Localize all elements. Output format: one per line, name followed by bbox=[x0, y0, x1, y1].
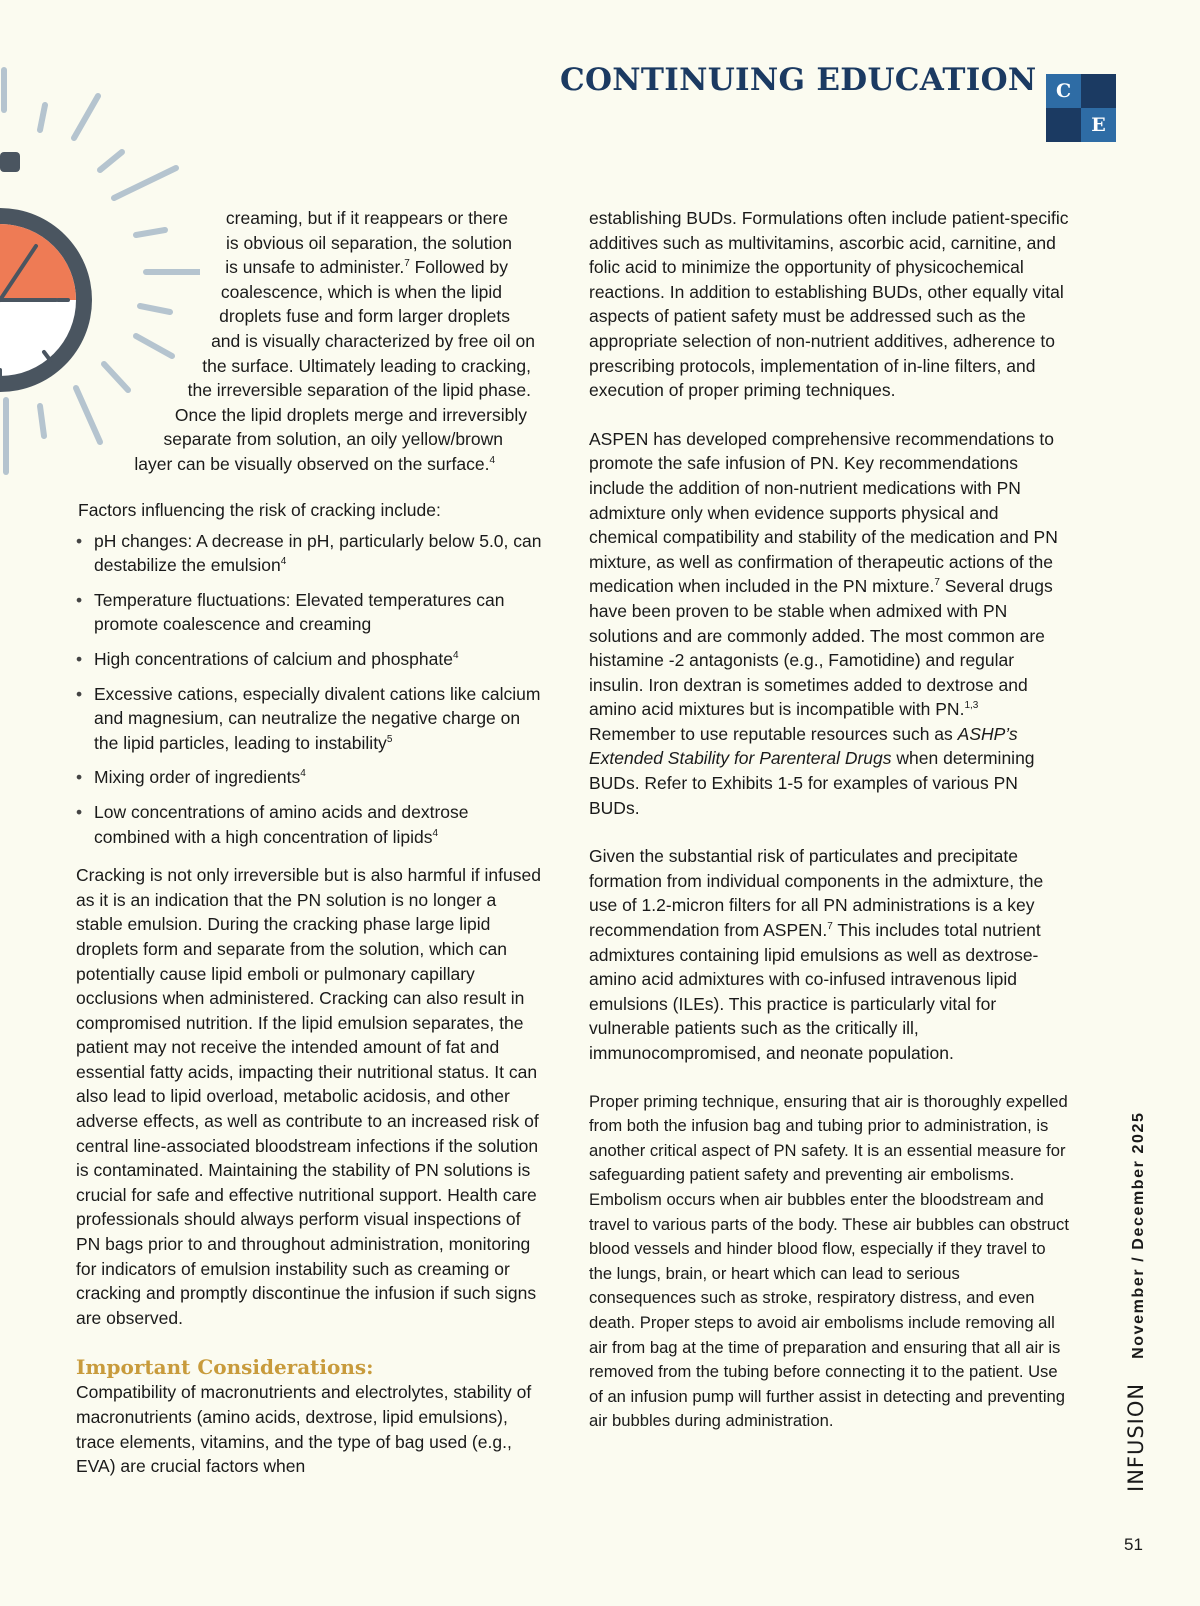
right-paragraph-3: Given the substantial risk of particulates and precipitate formation from individual components in the admixture, the use of 1.2-micron filters for all PN administrations is a key recommendation from ASPEN.$^7$ This includes total nutrient admixtures containing lipid emulsions as well as dextrose-amino acid admixtures with co-infused intravenous lipid emulsions (ILEs). This practice is particularly vital for vulnerable patients such as the critically ill, immunocompromised, and neonate population. bbox=[589, 846, 1044, 1063]
ce-badge-c: C bbox=[1046, 74, 1081, 108]
intro-line: separate from solution, an oily yellow/brown bbox=[163, 429, 503, 450]
brand-logo: INFUSION bbox=[1124, 1382, 1148, 1492]
list-item: • Mixing order of ingredients$^4$ bbox=[76, 765, 546, 790]
list-item: • pH changes: A decrease in pH, particularly below 5.0, can destabilize the emulsion$^4$ bbox=[76, 529, 546, 578]
section-title: CONTINUING EDUCATION bbox=[560, 62, 1037, 98]
intro-line: the irreversible separation of the lipid phase. bbox=[187, 380, 531, 401]
list-item: • High concentrations of calcium and phosphate$^4$ bbox=[76, 647, 546, 672]
list-item: • Excessive cations, especially divalent cations like calcium and magnesium, can neutralize the negative charge on the lipid particles, leading to instability$^5$ bbox=[76, 682, 546, 756]
important-paragraph: Compatibility of macronutrients and electrolytes, stability of macronutrients (amino acids, dextrose, lipid emulsions), trace elements, vitamins, and the type of bag used (e.g., EVA) are crucial factors when bbox=[76, 1382, 532, 1477]
cracking-paragraph: Cracking is not only irreversible but is also harmful if infused as it is an indication that the PN solution is no longer a stable emulsion. During the cracking phase large lipid droplets form and separate from the solution, which can potentially cause lipid emboli or pulmonary capillary occlusions when administered. Cracking can also result in compromised nutrition. If the lipid emulsion separates, the patient may not receive the intended amount of fat and essential fatty acids, impacting their nutritional status. It can also lead to lipid overload, metabolic acidosis, and other adverse effects, as well as contribute to an increased risk of central line-associated bloodstream infections if the solution is contaminated. Maintaining the stability of PN solutions is crucial for safe and effective nutritional support. Health care professionals should always perform visual inspections of PN bags prior to and throughout administration, monitoring for indicators of emulsion instability such as creaming or cracking and promptly discontinue the infusion if such signs are observed. bbox=[76, 865, 541, 1328]
issue-date: November / December 2025 bbox=[1130, 1111, 1147, 1359]
right-paragraph-4: Proper priming technique, ensuring that air is thoroughly expelled from both the infusion bag and tubing prior to administration, is another critical aspect of PN safety. It is an essential measure for safeguarding patient safety and preventing air embolisms. Embolism occurs when air bubbles enter the bloodstream and travel to various parts of the body. These air bubbles can obstruct blood vessels and hinder blood flow, especially if they travel to the lungs, brain, or heart which can lead to serious consequences such as stroke, respiratory distress, and even death. Proper steps to avoid air embolisms include removing all air from bag at the time of preparation and ensuring that all air is removed from the tubing before connecting it to the patient. Use of an infusion pump will further assist in detecting and preventing air bubbles during administration. bbox=[589, 1091, 1069, 1431]
intro-line: layer can be visually observed on the surface.$^4$ bbox=[134, 454, 495, 474]
intro-line: and is visually characterized by free oil on bbox=[211, 331, 535, 351]
intro-line: is obvious oil separation, the solution bbox=[225, 232, 512, 253]
factors-list bbox=[76, 529, 546, 850]
ce-badge-e: E bbox=[1081, 108, 1116, 142]
ce-badge bbox=[1046, 74, 1116, 142]
side-label bbox=[1124, 1111, 1148, 1492]
intro-line: Once the lipid droplets merge and irreversibly bbox=[174, 404, 527, 425]
list-item: • Temperature fluctuations: Elevated temperatures can promote coalescence and creaming bbox=[76, 588, 546, 637]
right-paragraph-2: ASPEN has developed comprehensive recommendations to promote the safe infusion of PN. Key recommendations include the addition of non-nutrient medications with PN admixture only when evidence supports physical and chemical compatibility and stability of the medication and PN mixture, as well as confirmation of therapeutic actions of the medication when included in the PN mixture.$^7$ Several drugs have been proven to be stable when admixed with PN solutions and are commonly added. The most common are histamine -2 antagonists (e.g., Famotidine) and regular insulin. Iron dextran is sometimes added to dextrose and amino acid mixtures but is incompatible with PN.$^{1,3}$ Remember to use reputable resources such as ASHP’s Extended Stability for Parenteral Drugs when determining BUDs. Refer to Exhibits 1-5 for examples of various PN BUDs. bbox=[589, 428, 1058, 818]
intro-line: creaming, but if it reappears or there bbox=[225, 208, 508, 228]
intro-line: coalescence, which is when the lipid bbox=[220, 281, 502, 302]
factors-intro: Factors influencing the risk of cracking include: bbox=[78, 500, 441, 520]
intro-line: droplets fuse and form larger droplets bbox=[219, 306, 510, 327]
intro-line: the surface. Ultimately leading to cracking, bbox=[202, 355, 531, 376]
list-item: • Low concentrations of amino acids and dextrose combined with a high concentration of lipids$^4$ bbox=[76, 800, 546, 849]
intro-line: is unsafe to administer.$^7$ Followed by bbox=[225, 257, 508, 278]
important-heading: Important Considerations: bbox=[76, 1355, 374, 1380]
right-paragraph-1: establishing BUDs. Formulations often include patient-specific additives such as multivitamins, ascorbic acid, carnitine, and folic acid to minimize the opportunity of physicochemical reactions. In addition to establishing BUDs, other equally vital aspects of patient safety must be addressed such as the appropriate selection of non-nutrient additives, adherence to prescribing protocols, implementation of in-line filters, and execution of proper priming techniques. bbox=[589, 208, 1069, 401]
right-column bbox=[589, 206, 1069, 1434]
page-number: 51 bbox=[1124, 1535, 1143, 1554]
left-column bbox=[76, 498, 546, 1479]
